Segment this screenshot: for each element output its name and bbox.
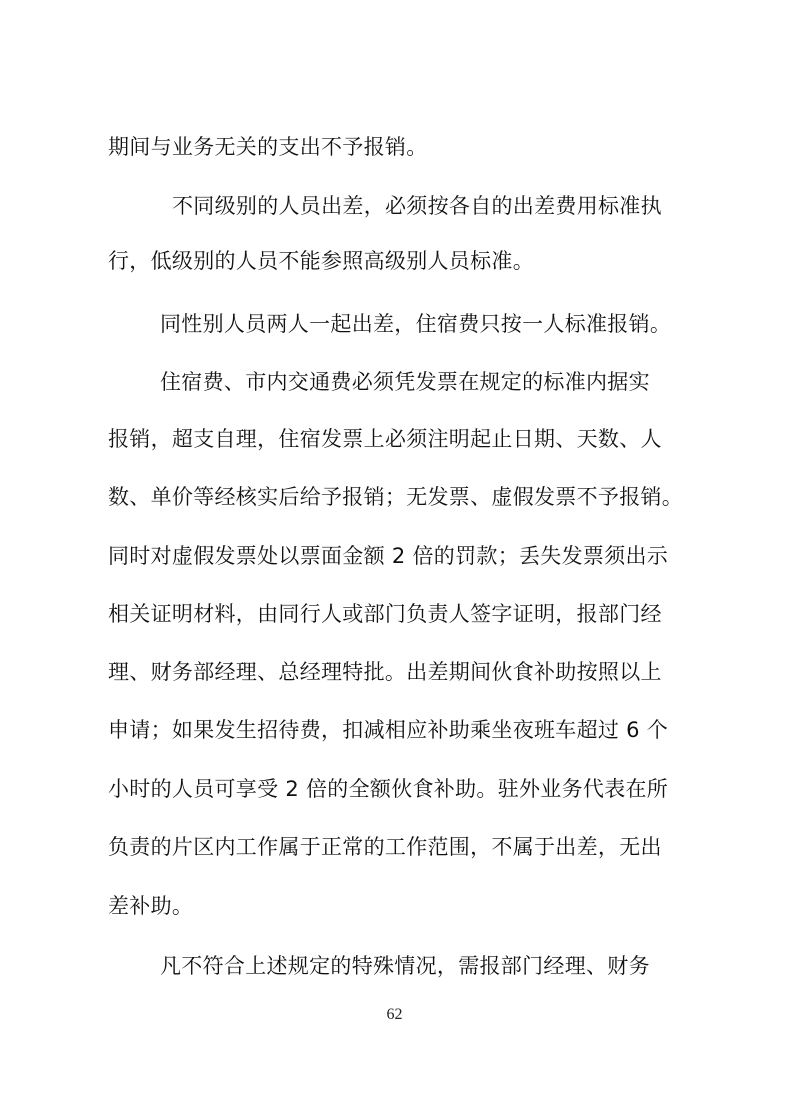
text-line-2: 不同级别的人员出差，必须按各自的出差费用标准执 [172,194,662,218]
text-line-12: 小时的人员可享受 2 倍的全额伙食补助。驻外业务代表在所 [108,777,669,801]
text-line-15: 凡不符合上述规定的特殊情况，需报部门经理、财务 [160,954,650,978]
text-line-14: 差补助。 [108,894,194,918]
text-line-1: 期间与业务无关的支出不予报销。 [108,135,428,159]
text-line-9: 相关证明材料，由同行人或部门负责人签字证明，报部门经 [108,602,662,626]
text-line-6: 报销，超支自理，住宿发票上必须注明起止日期、天数、人 [108,427,662,451]
text-line-11: 申请；如果发生招待费，扣减相应补助乘坐夜班车超过 6 个 [108,718,669,742]
text-line-5: 住宿费、市内交通费必须凭发票在规定的标准内据实 [160,370,650,394]
page-number: 62 [386,1006,403,1023]
text-line-7: 数、单价等经核实后给予报销；无发票、虚假发票不予报销。 [108,485,684,509]
text-line-10: 理、财务部经理、总经理特批。出差期间伙食补助按照以上 [108,660,662,684]
text-line-3: 行，低级别的人员不能参照高级别人员标准。 [108,249,534,273]
text-line-4: 同性别人员两人一起出差，住宿费只按一人标准报销。 [160,312,672,336]
text-line-8: 同时对虚假发票处以票面金额 2 倍的罚款；丢失发票须出示 [108,544,669,568]
text-line-13: 负责的片区内工作属于正常的工作范围，不属于出差，无出 [108,835,662,859]
